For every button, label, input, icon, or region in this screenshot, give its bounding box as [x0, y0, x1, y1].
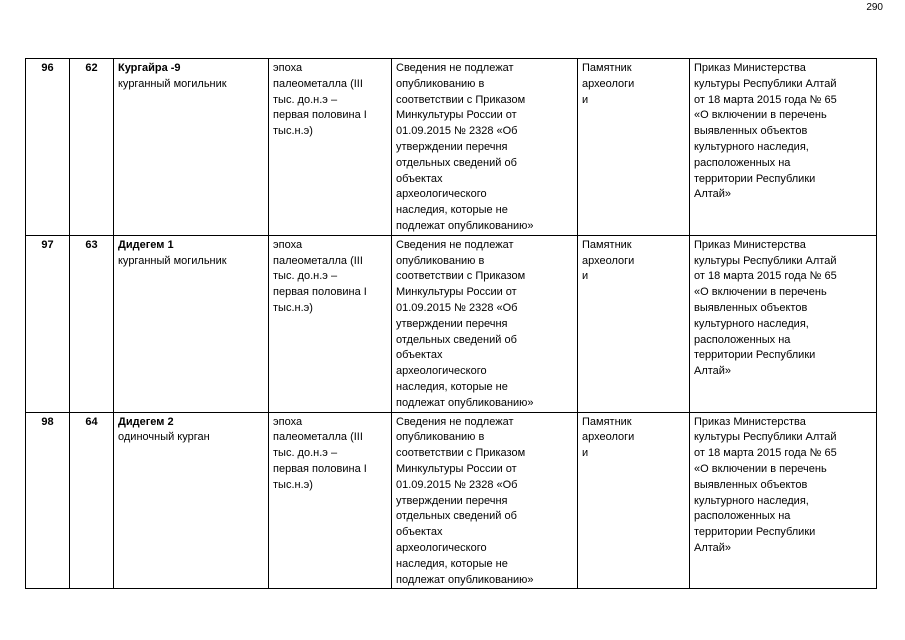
- site-cell: [114, 59, 269, 236]
- dating-text: эпоха палеометалла (III тыс. до.н.э – первая половина I тыс.н.э): [273, 62, 367, 138]
- site-type: курганный могильник: [118, 254, 227, 267]
- location-cell: [392, 59, 578, 236]
- category-text: Памятник археологи и: [582, 238, 635, 283]
- dating-cell: [269, 235, 392, 412]
- category-text: Памятник археологи и: [582, 62, 635, 106]
- object-number: 62: [70, 59, 114, 236]
- location-text: Сведения не подлежат опубликованию в соответствии с Приказом Минкультуры России от 01.09.2015 № 2328 «Об утверждении перечня отдельных сведений об объектах археологического наследия, которые не подлежат опубликованию»: [396, 415, 534, 586]
- table-row: [26, 235, 877, 412]
- row-number: 98: [26, 412, 70, 589]
- category-cell: [578, 412, 690, 589]
- table-row: [26, 412, 877, 589]
- site-type: одиночный курган: [118, 431, 210, 444]
- site-type: курганный могильник: [118, 77, 227, 90]
- object-number: 63: [70, 235, 114, 412]
- site-name: Дидегем 1: [118, 238, 174, 251]
- heritage-registry-table: [25, 58, 877, 589]
- row-number: 96: [26, 59, 70, 236]
- document-cell: [690, 412, 877, 589]
- row-number: 97: [26, 235, 70, 412]
- dating-cell: [269, 412, 392, 589]
- document-cell: [690, 235, 877, 412]
- dating-text: эпоха палеометалла (III тыс. до.н.э – первая половина I тыс.н.э): [273, 415, 367, 491]
- object-number: 64: [70, 412, 114, 589]
- site-name: Дидегем 2: [118, 415, 174, 428]
- page-number: 290: [866, 2, 883, 13]
- site-name: Кургайра -9: [118, 62, 181, 74]
- document-text: Приказ Министерства культуры Республики Алтай от 18 марта 2015 года № 65 «О включении в перечень выявленных объектов культурного наследия, расположенных на территории Республики Алтай»: [694, 415, 837, 554]
- category-cell: [578, 235, 690, 412]
- document-cell: [690, 59, 877, 236]
- location-text: Сведения не подлежат опубликованию в соответствии с Приказом Минкультуры России от 01.09.2015 № 2328 «Об утверждении перечня отдельных сведений об объектах археологического наследия, которые не подлежат опубликованию»: [396, 62, 534, 232]
- category-cell: [578, 59, 690, 236]
- site-cell: [114, 412, 269, 589]
- site-cell: [114, 235, 269, 412]
- location-cell: [392, 235, 578, 412]
- location-text: Сведения не подлежат опубликованию в соответствии с Приказом Минкультуры России от 01.09.2015 № 2328 «Об утверждении перечня отдельных сведений об объектах археологического наследия, которые не подлежат опубликованию»: [396, 238, 534, 409]
- document-text: Приказ Министерства культуры Республики Алтай от 18 марта 2015 года № 65 «О включении в перечень выявленных объектов культурного наследия, расположенных на территории Республики Алтай»: [694, 238, 837, 378]
- table-row: [26, 59, 877, 236]
- dating-text: эпоха палеометалла (III тыс. до.н.э – первая половина I тыс.н.э): [273, 238, 367, 314]
- location-cell: [392, 412, 578, 589]
- dating-cell: [269, 59, 392, 236]
- document-text: Приказ Министерства культуры Республики Алтай от 18 марта 2015 года № 65 «О включении в перечень выявленных объектов культурного наследия, расположенных на территории Республики Алтай»: [694, 62, 837, 201]
- category-text: Памятник археологи и: [582, 415, 635, 460]
